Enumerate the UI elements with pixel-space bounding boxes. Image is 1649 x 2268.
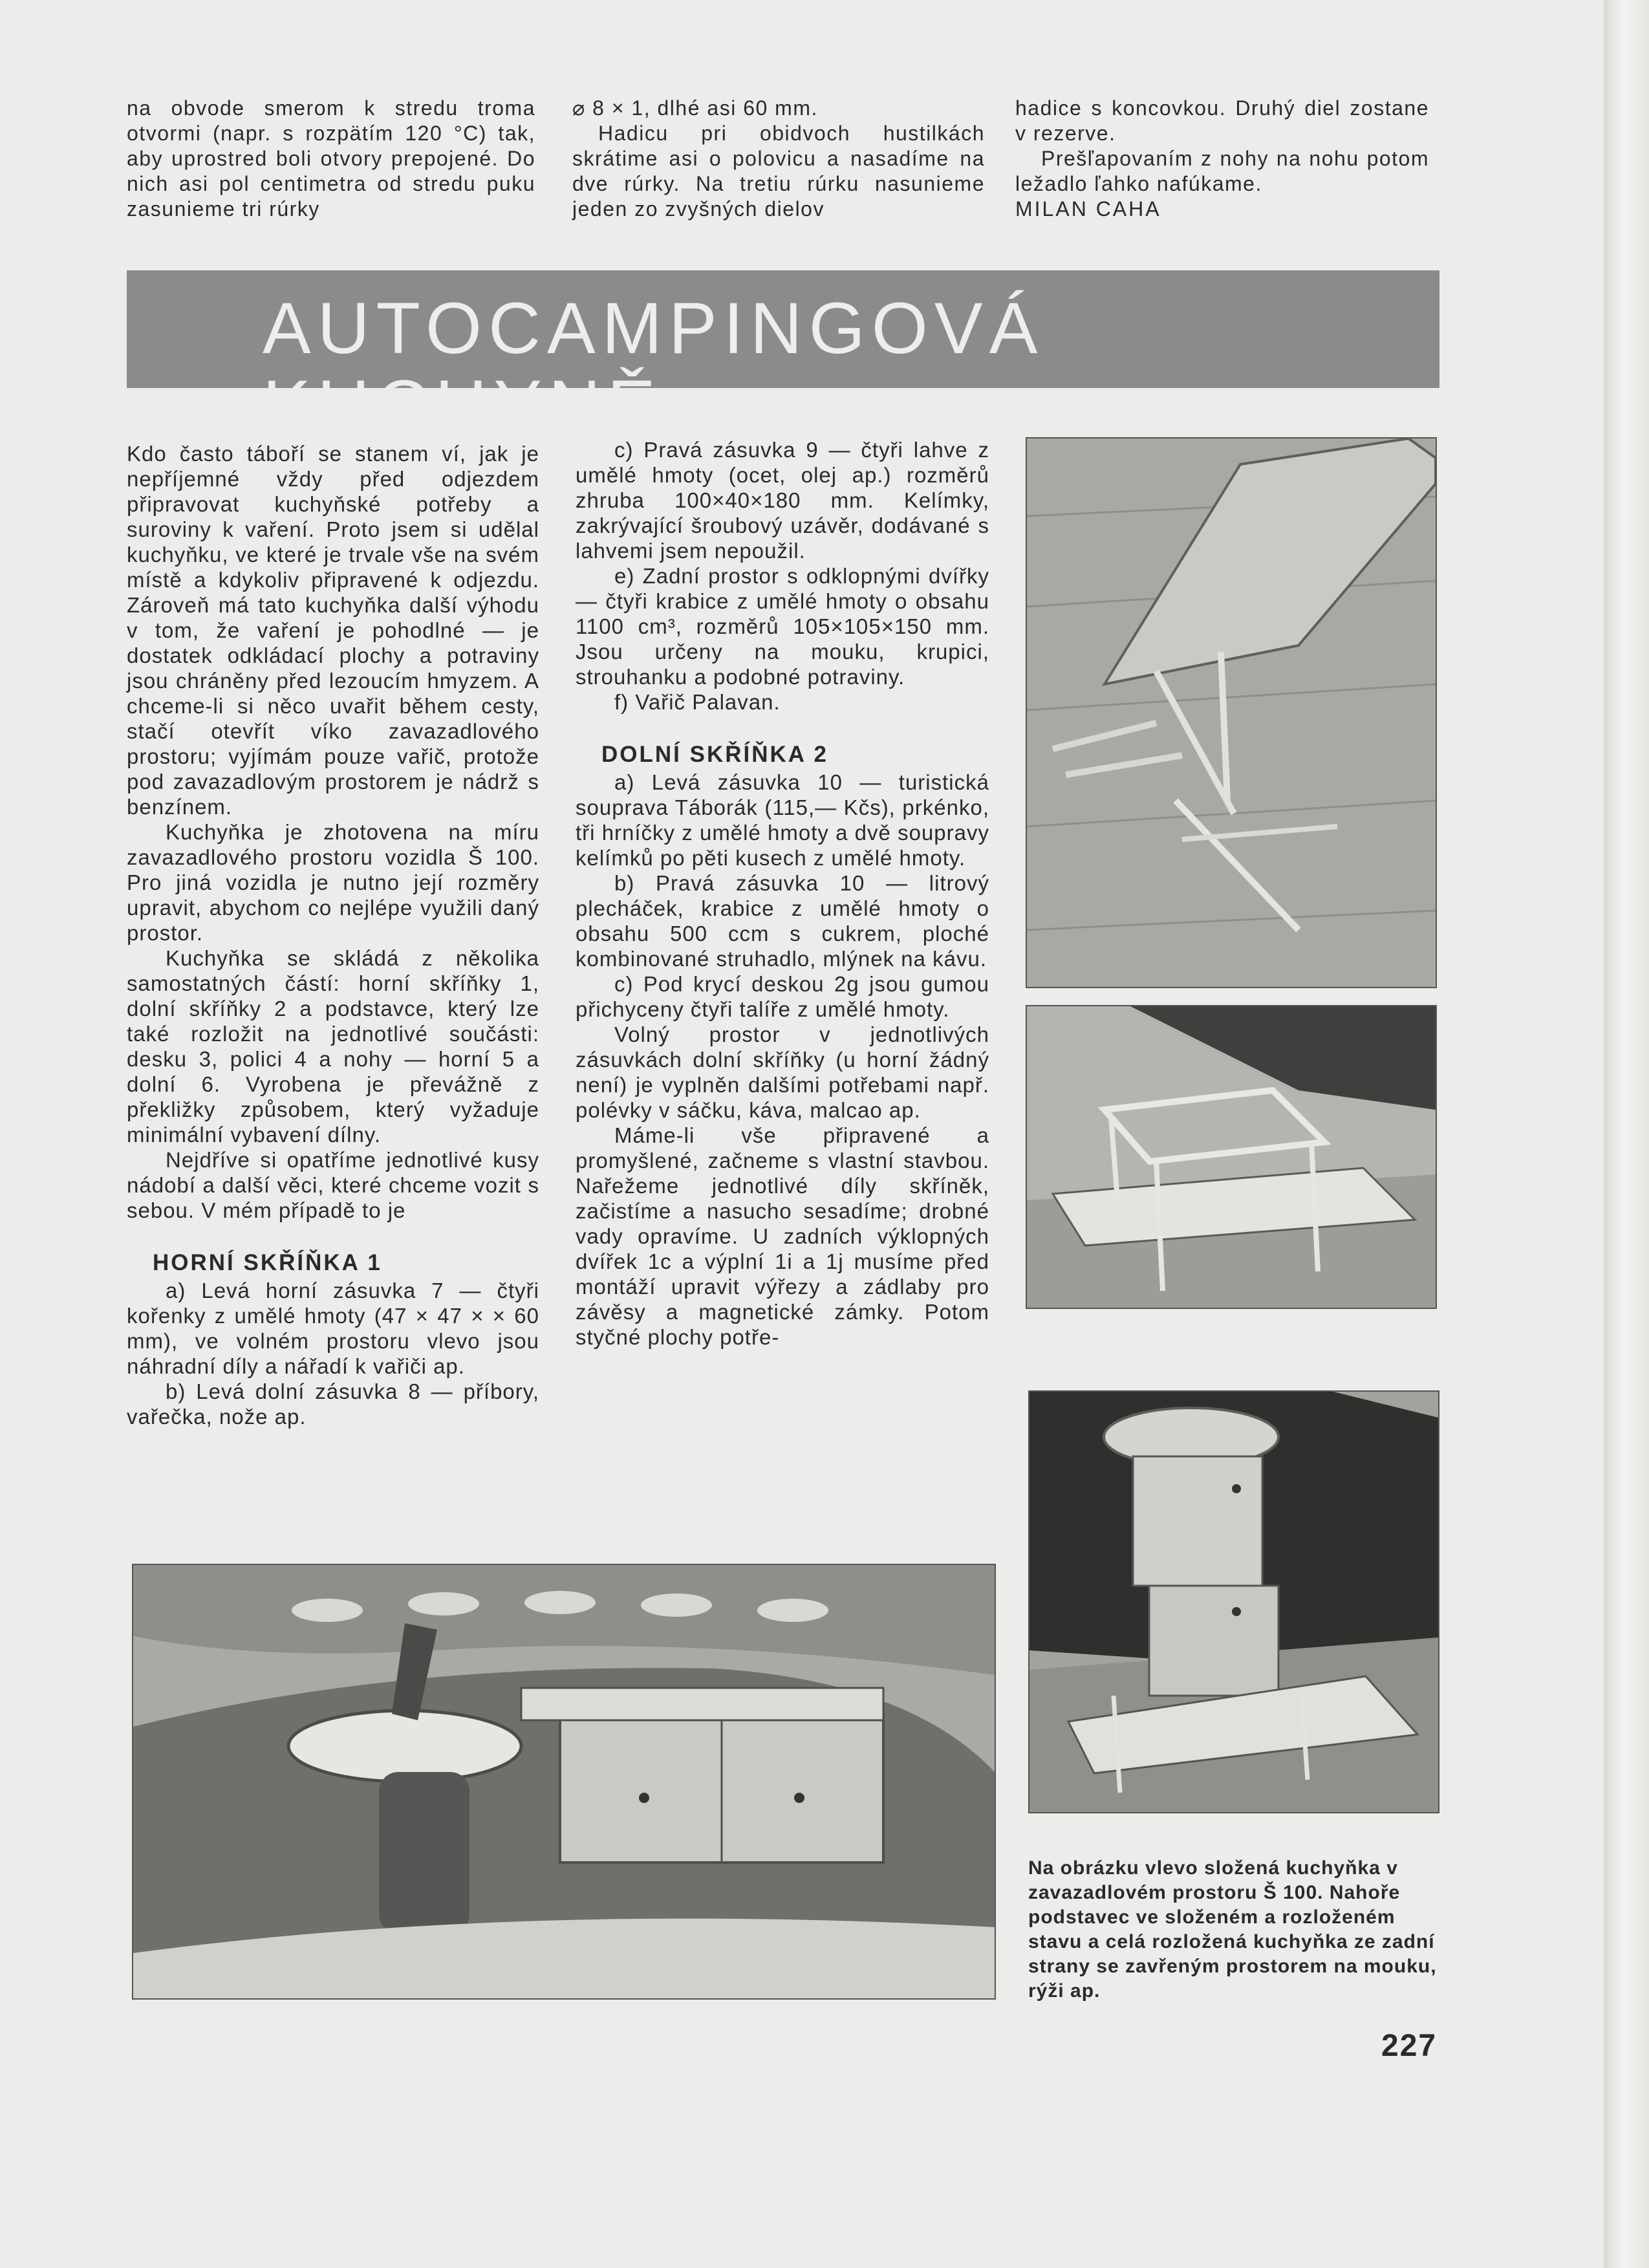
article-title: AUTOCAMPINGOVÁ KUCHYNĚ [263, 288, 1044, 446]
left-column [127, 441, 539, 1429]
heading-dolni-skrinka: DOLNÍ SKŘÍŇKA 2 [601, 742, 828, 767]
photo-complete-kitchen [1028, 1390, 1439, 1813]
page-number: 227 [1381, 2029, 1438, 2063]
photo-kitchen-in-trunk [132, 1564, 996, 2000]
top-column-1-text: na obvode smerom k stredu troma otvormi (napr. s rozpätím 120 °C) tak, aby uprostred boli otvory prepojené. Do nich asi pol centimetra od stredu puku zasunieme tri rúrky [127, 96, 535, 221]
top-column-1 [127, 96, 535, 222]
item-dolni-c: c) Pod krycí deskou 2g jsou gumou přichyceny čtyři talíře z umělé hmoty. [576, 972, 989, 1021]
top-column-3-line-2: Prešľapovaním z nohy na nohu potom ležadlo ľahko nafúkame. [1015, 147, 1429, 195]
item-dolni-b: b) Pravá zásuvka 10 — litrový plecháček, krabice z umělé hmoty o obsahu 500 ccm s cukrem, ploché kombinované struhadlo, mlýnek na kávu. [576, 871, 989, 971]
item-horni-b: b) Levá dolní zásuvka 8 — příbory, vařečka, nože ap. [127, 1379, 539, 1429]
page-edge [1604, 0, 1649, 2268]
heading-horni-skrinka: HORNÍ SKŘÍŇKA 1 [153, 1250, 382, 1275]
photo-caption-text: Na obrázku vlevo složená kuchyňka v zavazadlovém prostoru Š 100. Nahoře podstavec ve složeném a rozloženém stavu a celá rozložená kuchyňka ze zadní strany se zavřeným prostorem na mouku, rýži ap. [1028, 1857, 1437, 2002]
top-column-2 [572, 96, 985, 222]
title-banner [127, 270, 1439, 446]
author-signature: MILAN CAHA [1015, 197, 1161, 221]
body-paragraph-volny: Volný prostor v jednotlivých zásuvkách dolní skříňky (u horní žádný není) je vyplněn dalšími potřebami např. polévky v sáčku, káva, malcao ap. [576, 1022, 989, 1122]
body-paragraph-4: Nejdříve si opatříme jednotlivé kusy nádobí a další věci, které chceme vozit s sebou. V mém případě to je [127, 1148, 539, 1222]
item-dolni-a: a) Levá zásuvka 10 — turistická souprava Táborák (115,— Kčs), prkénko, tři hrníčky z umělé hmoty a dvě soupravy kelímků po pěti kusech z umělé hmoty. [576, 770, 989, 870]
item-horni-a: a) Levá horní zásuvka 7 — čtyři kořenky z umělé hmoty (47 × 47 × × 60 mm), ve volném prostoru vlevo jsou náhradní díly a nářadí k vařiči ap. [127, 1279, 539, 1378]
photo-assembled-stand [1026, 1005, 1437, 1309]
middle-column [576, 437, 989, 1350]
item-horni-f: f) Vařič Palavan. [614, 690, 781, 714]
item-horni-c: c) Pravá zásuvka 9 — čtyři lahve z umělé hmoty (ocet, olej ap.) rozměrů zhruba 100×40×180 mm. Kelímky, zakrývající šroubový uzávěr, dodávané s lahvemi jsem nepoužil. [576, 438, 989, 563]
intro-paragraph: Kdo často táboří se stanem ví, jak je nepříjemné vždy před odjezdem připravovat kuchyňské potřeby a suroviny k vaření. Proto jsem si udělal kuchyňku, ve které je trvale vše na svém místě a kdykoliv připravené k odjezdu. Zároveň má tato kuchyňka další výhodu v tom, že vaření je pohodlné — je dostatek odkládací plochy a potraviny jsou chráněny před lezoucím hmyzem. A chceme-li si něco uvařit během cesty, stačí otevřít víko zavazadlového prostoru; vyjímám pouze vařič, protože pod zavazadlovým prostorem je nádrž s benzínem. [127, 442, 539, 819]
top-column-2-line-1: ⌀ 8 × 1, dlhé asi 60 mm. [572, 96, 818, 120]
photo-caption [1028, 1856, 1442, 2003]
body-paragraph-stavba: Máme-li vše připravené a promyšlené, začneme s vlastní stavbou. Nařežeme jednotlivé díly skříněk, začistíme a nasucho sesadíme; drobné vady opravíme. U zadních výklopných dvířek 1c a výplní 1i a 1j musíme před montáží upravit výřezy a zádlaby pro závěsy a magnetické zámky. Potom styčné plochy potře- [576, 1123, 989, 1349]
top-column-3-line-1: hadice s koncovkou. Druhý diel zostane v rezerve. [1015, 96, 1429, 145]
item-horni-e: e) Zadní prostor s odklopnými dvířky — čtyři krabice z umělé hmoty o obsahu 1100 cm³, rozměrů 105×105×150 mm. Jsou určeny na mouku, krupici, strouhanku a podobné potraviny. [576, 564, 989, 689]
photo-folded-stand [1026, 437, 1437, 988]
top-column-2-line-2: Hadicu pri obidvoch hustilkách skrátime asi o polovicu a nasadíme na dve rúrky. Na tretiu rúrku nasunieme jeden zo zvyšných dielov [572, 122, 985, 221]
top-column-3 [1015, 96, 1429, 222]
body-paragraph-2: Kuchyňka je zhotovena na míru zavazadlového prostoru vozidla Š 100. Pro jiná vozidla je nutno její rozměry upravit, abychom co nejlépe využili daný prostor. [127, 820, 539, 945]
body-paragraph-3: Kuchyňka se skládá z několika samostatných částí: horní skříňky 1, dolní skříňky 2 a podstavce, který lze také rozložit na jednotlivé součásti: desku 3, polici 4 a nohy — horní 5 a dolní 6. Vyrobena je převážně z překližky způsobem, který vyžaduje minimální vybavení dílny. [127, 946, 539, 1147]
